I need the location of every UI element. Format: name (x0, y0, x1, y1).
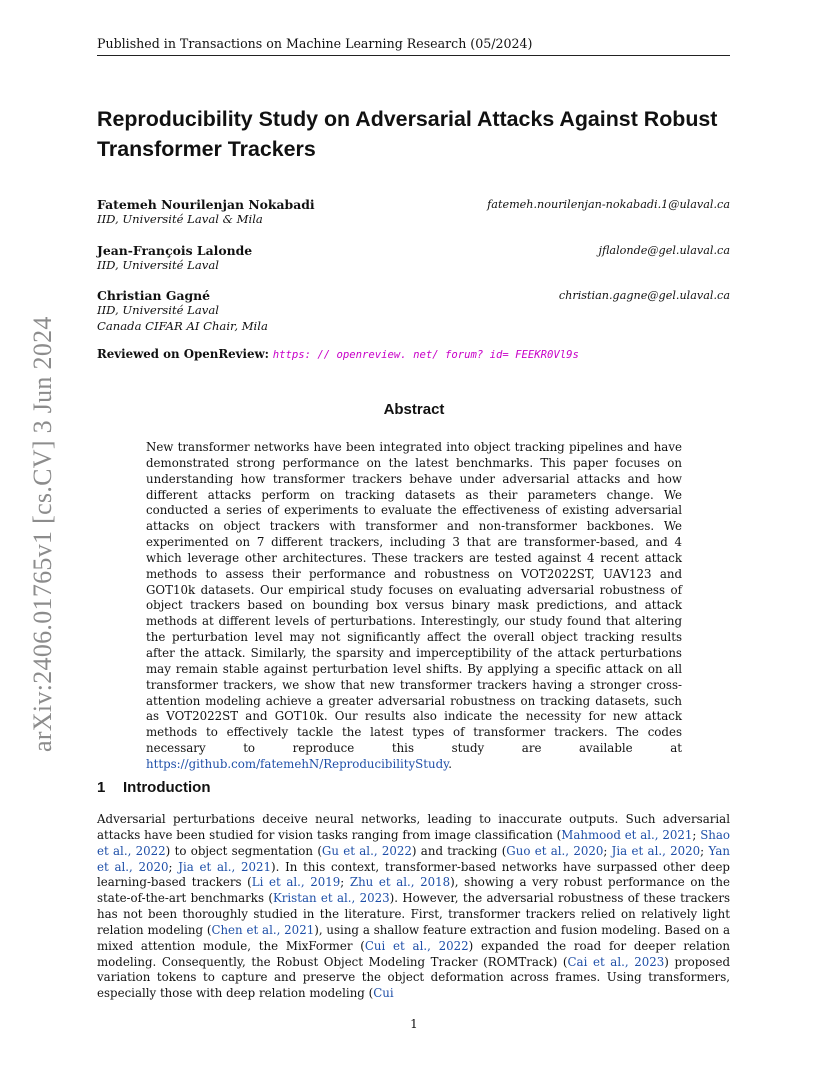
abstract-heading: Abstract (383, 401, 445, 418)
citation-link[interactable]: Shao et al., 2022 (97, 827, 731, 858)
citation-link[interactable]: Kristan et al., 2023 (272, 891, 390, 906)
citation-link[interactable]: Jia et al., 2020 (611, 843, 701, 858)
introduction-paragraph (97, 812, 730, 1002)
citation-link[interactable]: Gu et al., 2022 (321, 843, 412, 858)
intro-text: ; (603, 843, 612, 858)
github-link[interactable]: https://github.com/fatemehN/ReproducibilityStudy (146, 756, 449, 771)
citation-link[interactable]: Zhu et al., 2018 (349, 875, 451, 890)
running-header: Published in Transactions on Machine Learning Research (05/2024) (97, 36, 730, 56)
author-affiliation: Canada CIFAR AI Chair, Mila (97, 318, 268, 333)
author-email[interactable]: christian.gagne@gel.ulaval.ca (558, 289, 730, 302)
intro-text: ), showing a very robust performance on the state-of-the-art benchmarks ( (97, 875, 730, 906)
citation-link[interactable]: Guo et al., 2020 (506, 843, 604, 858)
intro-text: ). In this context, transformer-based networks have surpassed other deep learning-based trackers ( (97, 859, 730, 890)
section-title: Introduction (123, 779, 211, 796)
review-line (97, 347, 730, 363)
intro-text: ; (168, 859, 179, 874)
author-email[interactable]: fatemeh.nourilenjan-nokabadi.1@ulaval.ca (487, 198, 730, 211)
paper-title: Reproducibility Study on Adversarial Attacks Against Robust Transformer Trackers (97, 107, 718, 161)
intro-text: ; (692, 827, 701, 842)
abstract-text (146, 440, 682, 773)
page-number: 1 (410, 1017, 418, 1031)
arxiv-identifier[interactable]: arXiv:2406.01765v1 [cs.CV] 3 Jun 2024 (28, 316, 57, 752)
author-block (97, 197, 730, 228)
author-affiliation: IID, Université Laval (97, 258, 219, 272)
abstract-end: . (448, 756, 453, 771)
author-block (97, 243, 730, 274)
openreview-link[interactable]: https: // openreview. net/ forum? id= FEEKR0Vl9s (272, 349, 579, 361)
intro-text: ) to object segmentation ( (165, 843, 322, 858)
citation-link[interactable]: Cai et al., 2023 (567, 954, 665, 969)
intro-text: ) expanded the road for deeper relation modeling. Consequently, the Robust Object Modeling Tracker (ROMTrack) ( (97, 938, 730, 969)
intro-text: ; (340, 875, 350, 890)
author-affiliation: IID, Université Laval (97, 303, 219, 317)
author-name: Jean-François Lalonde (97, 243, 253, 258)
author-name: Fatemeh Nourilenjan Nokabadi (97, 197, 315, 212)
intro-text: ) and tracking ( (411, 843, 507, 858)
intro-text: ; (700, 843, 709, 858)
review-label: Reviewed on OpenReview: (97, 347, 269, 361)
intro-text: ), using a shallow feature extraction and fusion modeling. Based on a mixed attention module, the MixFormer ( (97, 922, 730, 953)
citation-link[interactable]: Cui et al., 2022 (364, 938, 469, 953)
author-name: Christian Gagné (97, 288, 211, 303)
author-affiliation: IID, Université Laval & Mila (97, 212, 263, 226)
citation-link[interactable]: Mahmood et al., 2021 (561, 827, 693, 842)
abstract-body: New transformer networks have been integrated into object tracking pipelines and have demonstrated strong performance on the latest benchmarks. This paper focuses on understanding how transformer trackers behave under adversarial attacks and how different attacks perform on tracking datasets as their parameters change. We conducted a series of experiments to evaluate the effectiveness of existing adversarial attacks on object trackers with transformer and non-transformer backbones. We experimented on 7 different trackers, including 3 that are transformer-based, and 4 which leverage other architectures. These trackers are tested against 4 recent attack methods to assess their performance and robustness on VOT2022ST, UAV123 and GOT10k datasets. Our empirical study focuses on evaluating adversarial robustness of object trackers based on bounding box versus binary mask predictions, and attack methods at different levels of perturbations. Interestingly, our study found that altering the perturbation level may not significantly affect the overall object tracking results after the attack. Similarly, the sparsity and imperceptibility of the attack perturbations may remain stable against perturbation level shifts. By applying a specific attack on all transformer trackers, we show that new transformer trackers having a stronger cross-attention modeling achieve a greater adversarial robustness on tracking datasets, such as VOT2022ST and GOT10k. Our results also indicate the necessity for new attack methods to effectively tackle the latest types of transformer trackers. The codes necessary to reproduce this study are available at (146, 440, 682, 756)
author-block (97, 288, 730, 334)
citation-link[interactable]: Jia et al., 2021 (178, 859, 272, 874)
citation-link[interactable]: Chen et al., 2021 (211, 922, 315, 937)
author-email[interactable]: jflalonde@gel.ulaval.ca (598, 244, 730, 257)
intro-text: ) proposed variation tokens to capture and preserve the object deformation across frames. Using transformers, especially those with deep relation modeling ( (97, 954, 730, 1001)
section-heading (97, 778, 730, 798)
citation-link[interactable]: Cui (373, 986, 394, 1001)
intro-text: ). However, the adversarial robustness of these trackers has not been thoroughly studied in the literature. First, transformer trackers relied on relatively light relation modeling ( (97, 891, 731, 937)
intro-text: Adversarial perturbations deceive neural networks, leading to inaccurate outputs. Such adversarial attacks have been studied for vision tasks ranging from image classification ( (97, 812, 730, 842)
citation-link[interactable]: Yan et al., 2020 (97, 843, 730, 874)
section-number: 1 (97, 779, 106, 796)
citation-link[interactable]: Li et al., 2019 (251, 875, 341, 890)
